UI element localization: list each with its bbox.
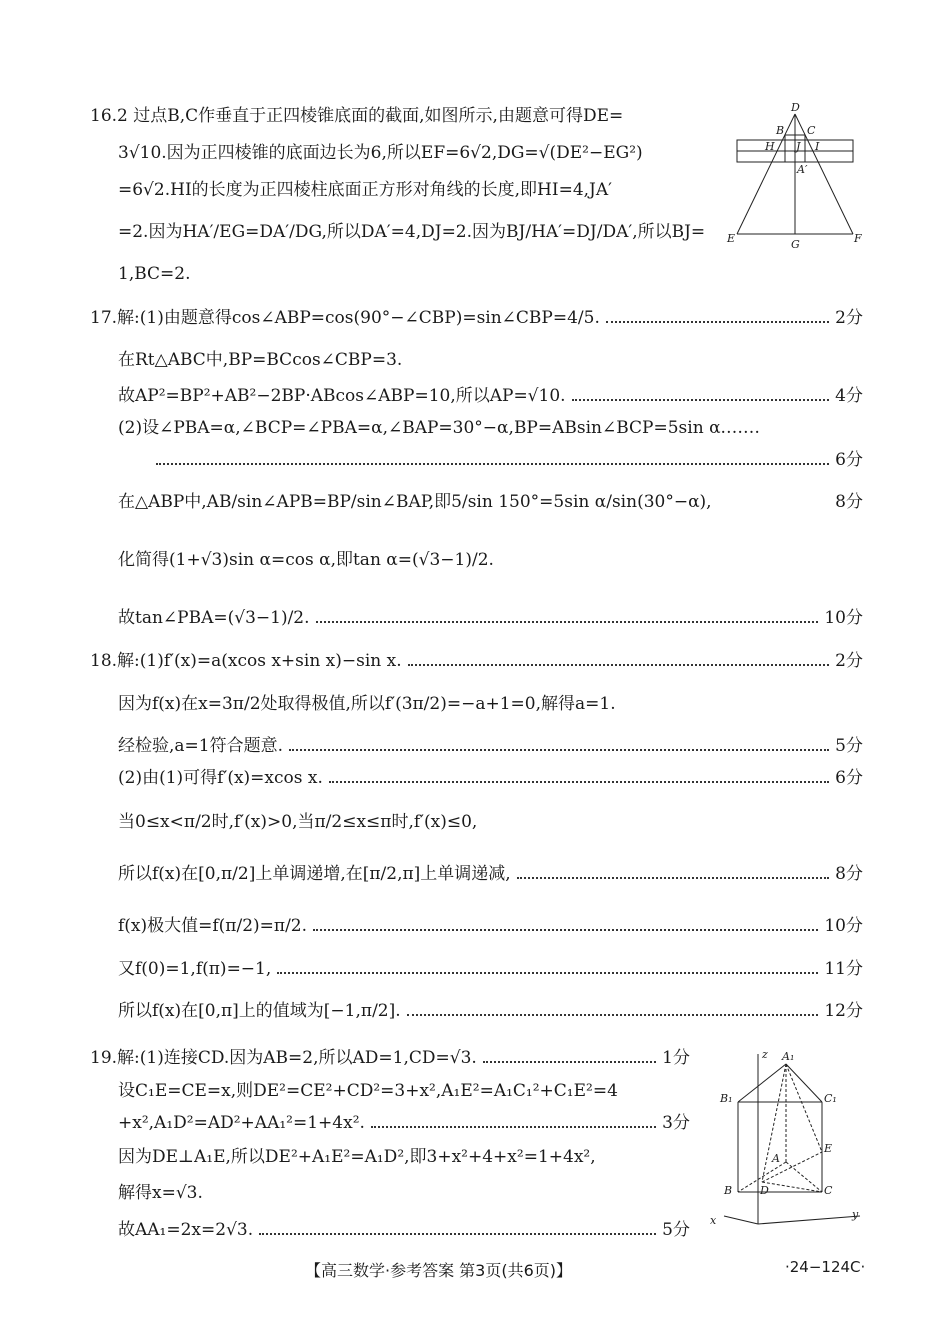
q19-fig-label-c1: C₁ bbox=[824, 1092, 837, 1105]
q17-text-6: 在△ABP中,AB/sin∠APB=BP/sin∠BAP,即5/sin 150°=5sin α/sin(30°−α), bbox=[118, 492, 712, 512]
q16-fig-label-b: B bbox=[776, 124, 785, 137]
q17-line-2: 在Rt△ABC中,BP=BCcos∠CBP=3. bbox=[118, 350, 403, 370]
q18-text-1: 18.解:(1)f′(x)=a(xcos x+sin x)−sin x. bbox=[90, 651, 402, 671]
q18-score-7: 10分 bbox=[824, 916, 863, 936]
q19-fig-label-d: D bbox=[760, 1184, 769, 1197]
q16-fig-label-f: F bbox=[854, 232, 862, 245]
q17-line-8 bbox=[118, 606, 863, 630]
q17-line-7: 化简得(1+√3)sin α=cos α,即tan α=(√3−1)/2. bbox=[118, 550, 494, 570]
q19-line-3 bbox=[118, 1111, 690, 1135]
q17-score-1: 2分 bbox=[835, 308, 863, 328]
q18-score-9: 12分 bbox=[824, 1001, 863, 1021]
q19-score-6: 5分 bbox=[662, 1220, 690, 1240]
q17-line-4: (2)设∠PBA=α,∠BCP=∠PBA=α,∠BAP=30°−α,BP=ABsin∠BCP=5sin α.…… bbox=[118, 418, 760, 438]
q19-fig-label-a1: A₁ bbox=[782, 1050, 795, 1063]
q16-line-4: =2.因为HA′/EG=DA′/DG,所以DA′=4,DJ=2.因为BJ/HA′=DJ/DA′,所以BJ= bbox=[118, 222, 706, 242]
q16-line-2: 3√10.因为正四棱锥的底面边长为6,所以EF=6√2,DG=√(DE²−EG²) bbox=[118, 143, 643, 163]
q19-prism-figure bbox=[710, 1044, 870, 1234]
q18-line-4 bbox=[118, 766, 863, 790]
q19-text-3: +x²,A₁D²=AD²+AA₁²=1+4x². bbox=[118, 1113, 365, 1133]
q16-fig-label-a: A′ bbox=[797, 163, 808, 176]
q18-line-7 bbox=[118, 914, 863, 938]
q19-text-1: 19.解:(1)连接CD.因为AB=2,所以AD=1,CD=√3. bbox=[90, 1048, 477, 1068]
q19-fig-label-c: C bbox=[824, 1184, 833, 1197]
q17-score-8: 10分 bbox=[824, 608, 863, 628]
q18-text-4: (2)由(1)可得f′(x)=xcos x. bbox=[118, 768, 323, 788]
q17-line-5 bbox=[118, 448, 863, 472]
q18-line-9 bbox=[118, 999, 863, 1023]
q19-line-6 bbox=[118, 1218, 690, 1242]
q17-line-6 bbox=[118, 490, 863, 514]
q16-fig-label-e: E bbox=[727, 232, 736, 245]
q17-score-5: 6分 bbox=[835, 450, 863, 470]
page-footer: 【高三数学·参考答案 第3页(共6页)】 bbox=[305, 1261, 573, 1280]
q18-line-6 bbox=[118, 862, 863, 886]
q19-line-1 bbox=[90, 1046, 690, 1070]
q18-line-5: 当0≤x<π/2时,f′(x)>0,当π/2≤x≤π时,f′(x)≤0, bbox=[118, 812, 478, 832]
q16-fig-label-j: J bbox=[796, 140, 801, 153]
q18-text-3: 经检验,a=1符合题意. bbox=[118, 736, 284, 756]
q17-text-1: 17.解:(1)由题意得cos∠ABP=cos(90°−∠CBP)=sin∠CBP=4/5. bbox=[90, 308, 600, 328]
q19-line-5: 解得x=√3. bbox=[118, 1183, 203, 1203]
q16-line-5: 1,BC=2. bbox=[118, 264, 191, 284]
paper-code: ·24−124C· bbox=[785, 1258, 866, 1276]
q18-line-8 bbox=[118, 957, 863, 981]
q17-text-8: 故tan∠PBA=(√3−1)/2. bbox=[118, 608, 310, 628]
q19-line-2: 设C₁E=CE=x,则DE²=CE²+CD²=3+x²,A₁E²=A₁C₁²+C₁E²=4 bbox=[118, 1081, 618, 1101]
q19-fig-label-e: E bbox=[824, 1142, 833, 1155]
q19-fig-label-a: A bbox=[772, 1152, 780, 1165]
q16-fig-label-h: H bbox=[765, 140, 775, 153]
q17-score-6: 8分 bbox=[835, 492, 863, 512]
q17-score-3: 4分 bbox=[835, 386, 863, 406]
q16-fig-label-g: G bbox=[791, 238, 800, 251]
q18-text-6: 所以f(x)在[0,π/2]上单调递增,在[π/2,π]上单调递减, bbox=[118, 864, 511, 884]
q18-line-3 bbox=[118, 734, 863, 758]
q18-line-1 bbox=[90, 649, 863, 673]
q18-score-3: 5分 bbox=[835, 736, 863, 756]
q16-line-3: =6√2.HI的长度为正四棱柱底面正方形对角线的长度,即HI=4,JA′ bbox=[118, 180, 613, 200]
q19-score-1: 1分 bbox=[662, 1048, 690, 1068]
q18-score-4: 6分 bbox=[835, 768, 863, 788]
q18-text-8: 又f(0)=1,f(π)=−1, bbox=[118, 959, 272, 979]
q16-line-1: 16.2 过点B,C作垂直于正四棱锥底面的截面,如图所示,由题意可得DE= bbox=[90, 106, 624, 126]
q16-fig-label-c: C bbox=[807, 124, 816, 137]
q18-score-8: 11分 bbox=[824, 959, 863, 979]
q19-fig-label-x: x bbox=[710, 1214, 717, 1227]
q17-line-3 bbox=[118, 384, 863, 408]
q19-score-3: 3分 bbox=[662, 1113, 690, 1133]
q18-text-7: f(x)极大值=f(π/2)=π/2. bbox=[118, 916, 308, 936]
q19-line-4: 因为DE⊥A₁E,所以DE²+A₁E²=A₁D²,即3+x²+4+x²=1+4x², bbox=[118, 1147, 596, 1167]
q16-fig-label-d: D bbox=[791, 102, 800, 114]
q19-fig-label-y: y bbox=[852, 1208, 859, 1221]
q16-section-figure bbox=[725, 102, 865, 252]
q18-line-2: 因为f(x)在x=3π/2处取得极值,所以f′(3π/2)=−a+1=0,解得a=1. bbox=[118, 694, 616, 714]
q18-text-9: 所以f(x)在[0,π]上的值域为[−1,π/2]. bbox=[118, 1001, 401, 1021]
q19-fig-label-b: B bbox=[724, 1184, 733, 1197]
q18-score-6: 8分 bbox=[835, 864, 863, 884]
q19-text-6: 故AA₁=2x=2√3. bbox=[118, 1220, 254, 1240]
q18-score-1: 2分 bbox=[835, 651, 863, 671]
q16-fig-label-i: I bbox=[815, 140, 820, 153]
q17-line-1 bbox=[90, 306, 863, 330]
q19-fig-label-b1: B₁ bbox=[720, 1092, 733, 1105]
q19-fig-label-z: z bbox=[762, 1048, 768, 1061]
q17-text-3: 故AP²=BP²+AB²−2BP·ABcos∠ABP=10,所以AP=√10. bbox=[118, 386, 566, 406]
